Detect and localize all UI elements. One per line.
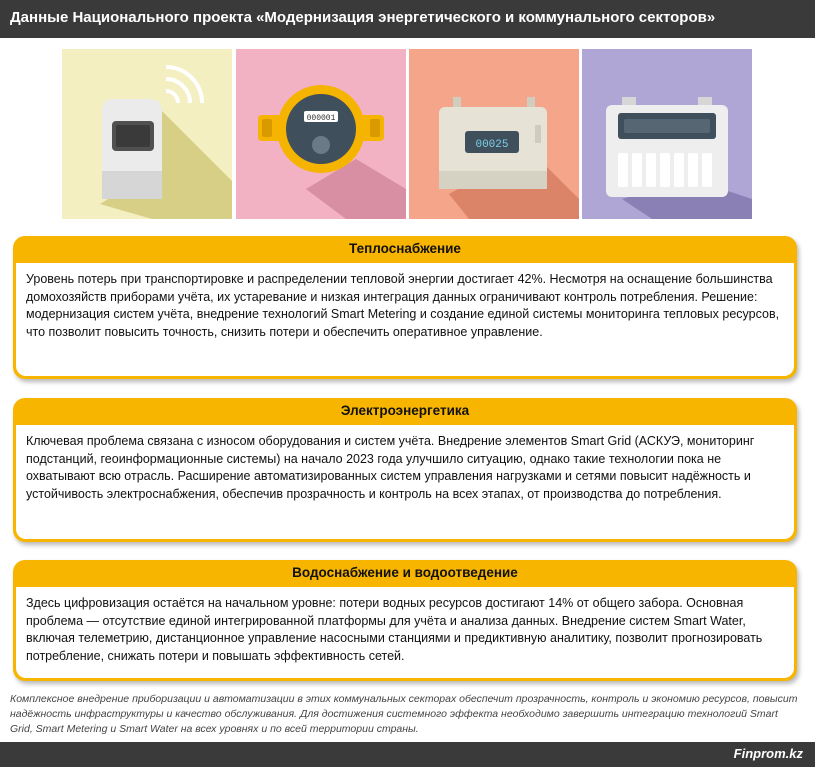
illustration-gas-meter (409, 49, 579, 219)
footnote: Комплексное внедрение приборизации и автоматизации в этих коммунальных секторах обеспечит прозрачность, контроль и экономию ресурсов, повысит надёжность инфраструктуры и качество обслуживания. Для достижения системного эффекта необходимо завершить интеграцию технологий Smart Grid, Smart Metering и Smart Water на всех уровнях и по всей территории страны. (10, 693, 798, 735)
section-title: Водоснабжение и водоотведение (292, 565, 518, 580)
gas-meter-display: 00025 (475, 139, 509, 151)
footer-bar (0, 742, 815, 767)
section-heat-supply (13, 236, 797, 379)
wireless-heat-meter-icon (62, 49, 232, 219)
page-title: Данные Национального проекта «Модернизация энергетического и коммунального секторов» (10, 9, 716, 26)
section-water-supply (13, 560, 797, 681)
section-title: Электроэнергетика (340, 403, 470, 418)
illustration-electric-meter (582, 49, 752, 219)
section-title: Теплоснабжение (349, 241, 461, 256)
header-bar (0, 0, 815, 38)
illustration-heat-meter (62, 49, 232, 219)
section-electricity (13, 398, 797, 542)
section-text: Здесь цифровизация остаётся на начальном уровне: потери водных ресурсов достигают 14% от общего забора. Основная проблема — отсутствие единой интегрированной платформы для учёта и анализа данных. Внедрение систем Smart Water, включая телеметрию, дистанционное управление насосными станциями и предиктивную аналитику, позволит прогнозировать потребление, снижать потери и повышать эффективность сетей. (16, 587, 794, 678)
gas-meter-icon (409, 49, 579, 219)
section-text: Уровень потерь при транспортировке и распределении тепловой энергии достигает 42%. Несмотря на оснащение большинства домохозяйств приборами учёта, их устаревание и низкая интеграция данных ограничивают контроль потребления. Решение: модернизация систем учёта, внедрение технологий Smart Metering и создание единой системы мониторинга тепловых ресурсов, что позволит повысить точность, снизить потери и обеспечить оперативное управление. (16, 263, 794, 376)
illustration-water-meter (236, 49, 406, 219)
electric-meter-icon (582, 49, 752, 219)
section-text: Ключевая проблема связана с износом оборудования и систем учёта. Внедрение элементов Smart Grid (АСКУЭ, мониторинг подстанций, геоинформационные системы) на начало 2023 года улучшило ситуацию, однако такие технологии пока не охватывают всю отрасль. Расширение автоматизированных систем управления нагрузками и сетями повысит надёжность и устойчивость электроснабжения, обеспечив прозрачность и контроль на всех этапах, от производства до потребления. (16, 425, 794, 539)
brand-logo-text[interactable]: Finprom.kz (733, 746, 803, 761)
water-meter-display: 000001 (306, 114, 336, 123)
water-meter-icon (236, 49, 406, 219)
